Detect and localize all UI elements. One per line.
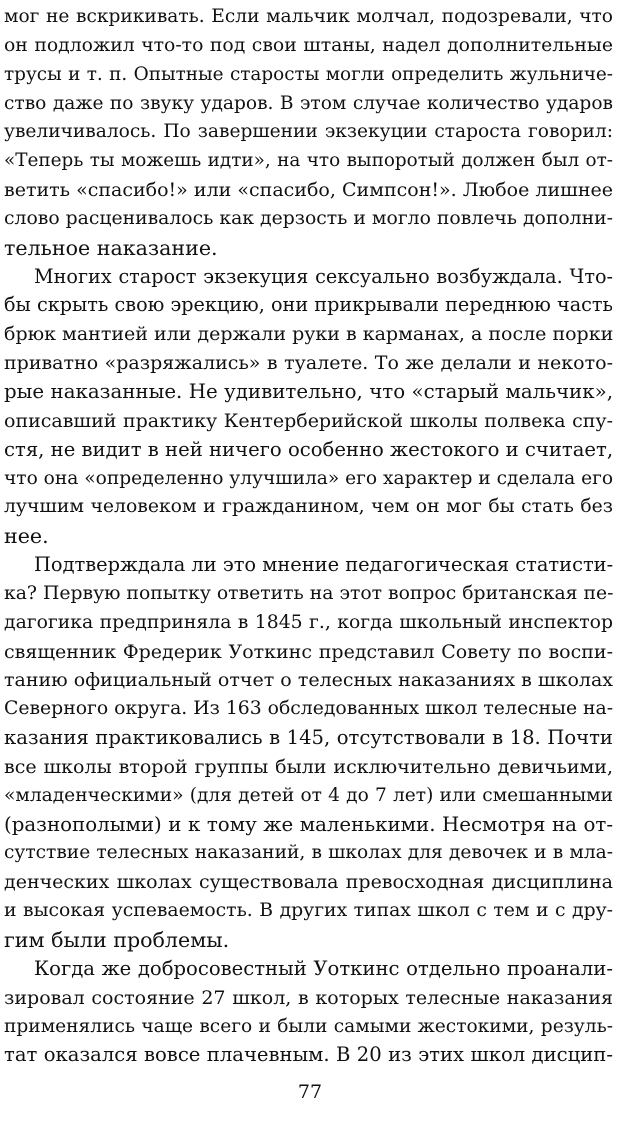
text-line: священник Фредерик Уоткинс представил Совету по воспи- [4,640,613,663]
text-line: бы скрыть свою эрекцию, они прикрывали переднюю часть [4,293,613,317]
text-line: сутствие телесных наказаний, в школах для девочек и в мла- [4,842,613,864]
text-line: денческих школах существовала превосходная дисциплина [4,871,613,894]
text-line: рые наказанные. Не удивительно, что «старый мальчик», [4,379,613,403]
text-line: ветить «спасибо!» или «спасибо, Симпсон!». Любое лишнее [4,179,613,202]
text-line: приватно «разряжались» в туалете. То же делали и некото- [4,352,613,375]
text-line: Подтверждала ли это мнение педагогическая статисти- [34,553,613,577]
text-line: брюк мантией или держали руки в карманах, а после порки [4,323,613,346]
text-line: что она «определенно улучшила» его характер и сделала его [4,467,613,489]
text-line: ство даже по звуку ударов. В этом случае количество ударов [4,92,613,114]
text-line: казания практиковались в 145, отсутствовали в 18. Почти [4,726,613,750]
text-line: гим были проблемы. [4,928,230,952]
text-line: все школы второй группы были исключительно девичьими, [4,755,613,778]
text-line: он подложил что-то под свои штаны, надел дополнительные [4,34,613,56]
text-line: описавший практику Кентерберийской школы полвека спу- [4,409,613,432]
text-line: (разнополыми) и к тому же маленькими. Несмотря на от- [4,812,613,836]
text-line: трусы и т. п. Опытные старосты могли определить жульниче- [4,63,613,85]
text-line: стя, не видит в ней ничего особенно жестокого и считает, [4,437,613,461]
body-text [4,3,613,1070]
text-line: тельное наказание. [4,235,218,260]
text-line: «младенческими» (для детей от 4 до 7 лет) или смешанными [4,784,613,806]
text-line: мог не вскрикивать. Если мальчик молчал, подозревали, что [4,6,613,27]
text-line: Многих старост экзекуция сексуально возбуждала. Что- [34,264,613,288]
text-line: и высокая успеваемость. В других типах школ с тем и с дру- [4,900,613,922]
page-number: 77 [297,1081,323,1103]
text-line: лучшим человеком и гражданином, чем он мог бы стать без [4,496,613,518]
text-line: тат оказался вовсе плачевным. В 20 из этих школ дисцип- [4,1043,613,1067]
text-line: слово расценивалось как дерзость и могло повлечь дополни- [4,207,613,229]
text-line: дагогика предприняла в 1845 г., когда школьный инспектор [4,611,613,633]
text-line: применялись чаще всего и были самыми жестокими, резуль- [4,1015,613,1037]
text-line: Северного округа. Из 163 обследованных школ телесные на- [4,698,613,720]
text-line: увеличивалось. По завершении экзекуции староста говорил: [4,121,613,143]
text-line: зировал состояние 27 школ, в которых телесные наказания [4,986,613,1009]
text-line: ка? Первую попытку ответить на этот вопрос британская пе- [4,582,613,604]
text-line: «Теперь ты можешь идти», на что выпоротый должен был от- [4,150,613,172]
text-line: танию официальный отчет о телесных наказаниях в школах [4,669,613,692]
text-line: нее. [4,524,49,549]
text-line: Когда же добросовестный Уоткинс отдельно проанали- [34,956,613,980]
